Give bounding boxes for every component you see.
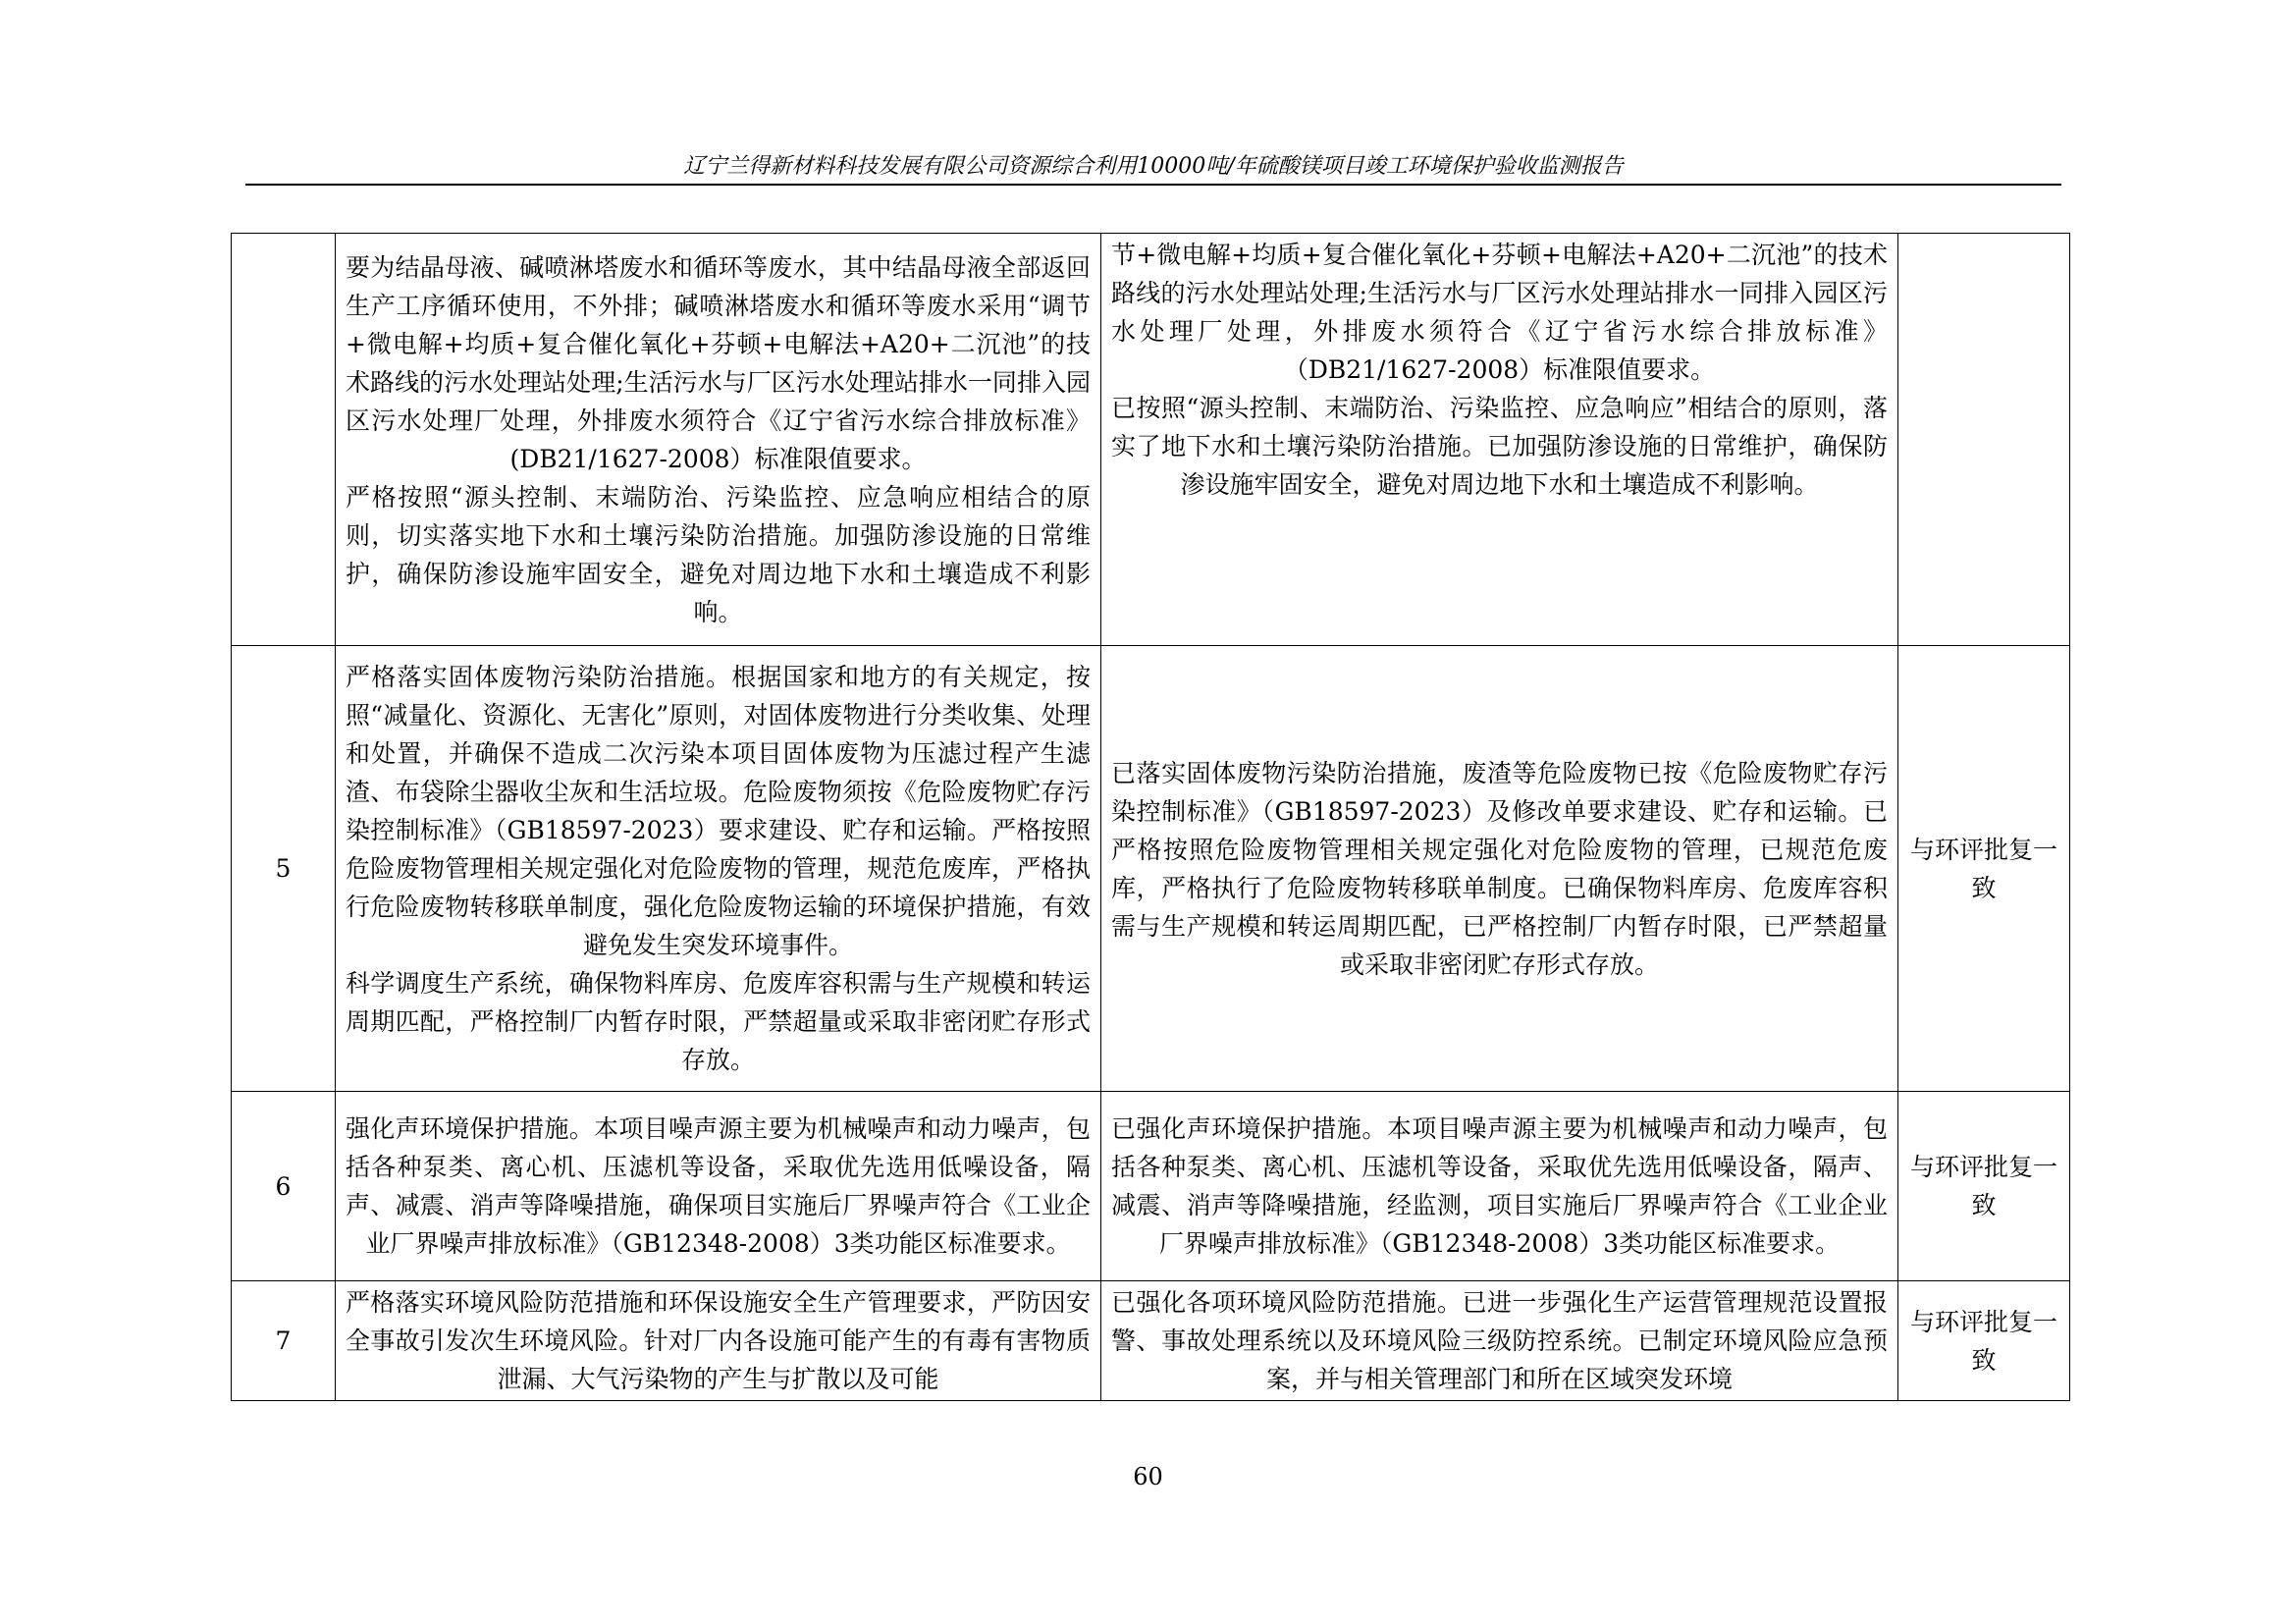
implementation-cell — [1101, 234, 1898, 646]
requirement-cell — [336, 646, 1101, 1092]
requirement-paragraph: 严格落实固体废物污染防治措施。根据国家和地方的有关规定，按照“减量化、资源化、无害化”原则，对固体废物进行分类收集、处理和处置，并确保不造成二次污染本项目固体废物为压滤过程产生滤渣、布袋除尘器收尘灰和生活垃圾。危险废物须按《危险废物贮存污染控制标准》（GB18597-2023）要求建设、贮存和运输。严格按照危险废物管理相关规定强化对危险废物的管理，规范危废库，严格执行危险废物转移联单制度，强化危险废物运输的环境保护措施，有效避免发生突发环境事件。 — [346, 663, 1091, 959]
result-cell — [1898, 234, 2070, 646]
report-header-title: 辽宁兰得新材料科技发展有限公司资源综合利用10000吨/年硫酸镁项目竣工环境保护验收监测报告 — [683, 154, 1624, 179]
table-row — [232, 234, 2070, 646]
implementation-paragraph: 已按照“源头控制、末端防治、污染监控、应急响应”相结合的原则，落实了地下水和土壤污染防治措施。已加强防渗设施的日常维护，确保防渗设施牢固安全，避免对周边地下水和土壤造成不利影响。 — [1111, 394, 1888, 499]
row-number — [232, 234, 336, 646]
row-number: 7 — [232, 1281, 336, 1401]
row-number: 6 — [232, 1092, 336, 1281]
result-cell: 与环评批复一致 — [1898, 1281, 2070, 1401]
implementation-cell — [1101, 1281, 1898, 1401]
page-number: 60 — [1133, 1463, 1163, 1490]
result-cell: 与环评批复一致 — [1898, 1092, 2070, 1281]
requirement-paragraph: 强化声环境保护措施。本项目噪声源主要为机械噪声和动力噪声，包括各种泵类、离心机、压滤机等设备，采取优先选用低噪设备，隔声、减震、消声等降噪措施，确保项目实施后厂界噪声符合《工业企业厂界噪声排放标准》（GB12348-2008）3类功能区标准要求。 — [346, 1114, 1091, 1258]
row-number: 5 — [232, 646, 336, 1092]
requirement-paragraph: 严格按照“源头控制、末端防治、污染监控、应急响应相结合的原则，切实落实地下水和土壤污染防治措施。加强防渗设施的日常维护，确保防渗设施牢固安全，避免对周边地下水和土壤造成不利影响。 — [346, 482, 1091, 626]
table-row — [232, 1092, 2070, 1281]
implementation-cell — [1101, 646, 1898, 1092]
implementation-paragraph: 已落实固体废物污染防治措施，废渣等危险废物已按《危险废物贮存污染控制标准》（GB18597-2023）及修改单要求建设、贮存和运输。已严格按照危险废物管理相关规定强化对危险废物的管理，已规范危废库，严格执行了危险废物转移联单制度。已确保物料库房、危废库容积需与生产规模和转运周期匹配，已严格控制厂内暂存时限，已严禁超量或采取非密闭贮存形式存放。 — [1111, 758, 1888, 979]
requirement-paragraph: 要为结晶母液、碱喷淋塔废水和循环等废水，其中结晶母液全部返回生产工序循环使用，不外排；碱喷淋塔废水和循环等废水采用“调节+微电解+均质+复合催化氧化+芬顿+电解法+A20+二沉池”的技术路线的污水处理站处理;生活污水与厂区污水处理站排水一同排入园区污水处理厂处理，外排废水须符合《辽宁省污水综合排放标准》(DB21/1627-2008）标准限值要求。 — [346, 252, 1091, 473]
compliance-table — [231, 233, 2070, 1401]
implementation-paragraph: 节+微电解+均质+复合催化氧化+芬顿+电解法+A20+二沉池”的技术路线的污水处理站处理;生活污水与厂区污水处理站排水一同排入园区污水处理厂处理，外排废水须符合《辽宁省污水综合排放标准》（DB21/1627-2008）标准限值要求。 — [1111, 241, 1888, 384]
result-cell: 与环评批复一致 — [1898, 646, 2070, 1092]
requirement-cell — [336, 234, 1101, 646]
requirement-paragraph: 严格落实环境风险防范措施和环保设施安全生产管理要求，严防因安全事故引发次生环境风险。针对厂内各设施可能产生的有毒有害物质泄漏、大气污染物的产生与扩散以及可能 — [346, 1288, 1091, 1393]
requirement-paragraph: 科学调度生产系统，确保物料库房、危废库容积需与生产规模和转运周期匹配，严格控制厂内暂存时限，严禁超量或采取非密闭贮存形式存放。 — [346, 969, 1091, 1074]
requirement-cell — [336, 1281, 1101, 1401]
requirement-cell — [336, 1092, 1101, 1281]
header-divider — [245, 184, 2061, 186]
table-row — [232, 646, 2070, 1092]
implementation-paragraph: 已强化各项环境风险防范措施。已进一步强化生产运营管理规范设置报警、事故处理系统以及环境风险三级防控系统。已制定环境风险应急预案，并与相关管理部门和所在区域突发环境 — [1111, 1288, 1888, 1393]
implementation-cell — [1101, 1092, 1898, 1281]
table-row — [232, 1281, 2070, 1401]
implementation-paragraph: 已强化声环境保护措施。本项目噪声源主要为机械噪声和动力噪声，包括各种泵类、离心机、压滤机等设备，采取优先选用低噪设备，隔声、减震、消声等降噪措施，经监测，项目实施后厂界噪声符合《工业企业厂界噪声排放标准》（GB12348-2008）3类功能区标准要求。 — [1111, 1114, 1888, 1258]
